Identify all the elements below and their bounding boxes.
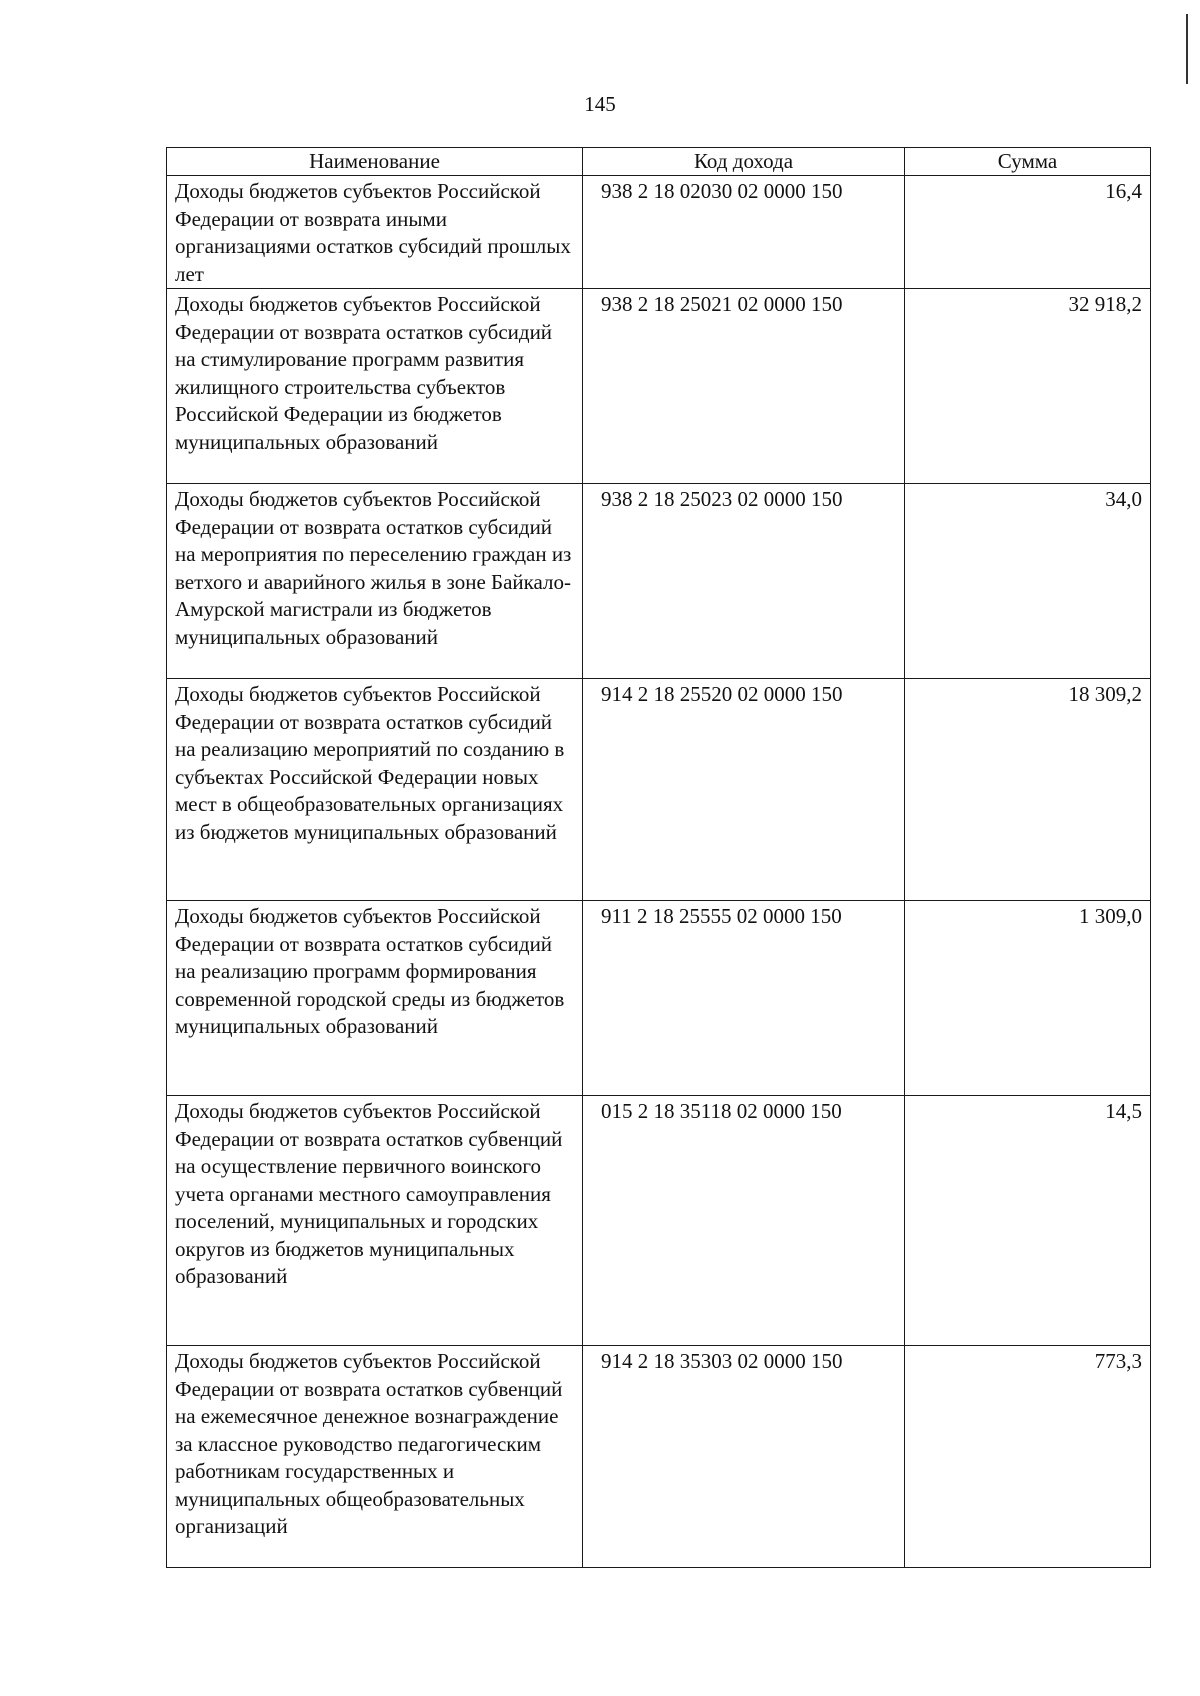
row-sum: 773,3	[905, 1346, 1151, 1568]
scan-edge-mark	[1186, 14, 1188, 84]
row-name: Доходы бюджетов субъектов Российской Федерации от возврата остатков субсидий на реализацию программ формирования современной городской среды из бюджетов муниципальных образований	[167, 901, 583, 1096]
row-code: 938 2 18 25023 02 0000 150	[583, 484, 905, 679]
table-row	[167, 901, 1151, 1096]
row-code: 914 2 18 35303 02 0000 150	[583, 1346, 905, 1568]
row-name: Доходы бюджетов субъектов Российской Федерации от возврата остатков субсидий на стимулирование программ развития жилищного строительства субъектов Российской Федерации из бюджетов муниципальных образований	[167, 289, 583, 484]
page-number: 145	[584, 92, 616, 116]
row-sum: 34,0	[905, 484, 1151, 679]
row-code: 938 2 18 02030 02 0000 150	[583, 176, 905, 289]
row-sum: 14,5	[905, 1096, 1151, 1346]
row-name: Доходы бюджетов субъектов Российской Федерации от возврата остатков субсидий на мероприятия по переселению граждан из ветхого и аварийного жилья в зоне Байкало-Амурской магистрали из бюджетов муниципальных образований	[167, 484, 583, 679]
table-row	[167, 484, 1151, 679]
row-sum: 1 309,0	[905, 901, 1151, 1096]
table-row	[167, 1096, 1151, 1346]
header-name: Наименование	[167, 148, 583, 176]
row-code: 015 2 18 35118 02 0000 150	[583, 1096, 905, 1346]
row-name: Доходы бюджетов субъектов Российской Федерации от возврата остатков субвенций на осуществление первичного воинского учета органами местного самоуправления поселений, муниципальных и городских округов из бюджетов муниципальных образований	[167, 1096, 583, 1346]
table-row	[167, 1346, 1151, 1568]
row-sum: 16,4	[905, 176, 1151, 289]
row-sum: 18 309,2	[905, 679, 1151, 901]
table-row	[167, 289, 1151, 484]
table-row	[167, 176, 1151, 289]
row-code: 914 2 18 25520 02 0000 150	[583, 679, 905, 901]
row-name: Доходы бюджетов субъектов Российской Федерации от возврата остатков субвенций на ежемесячное денежное вознаграждение за классное руководство педагогическим работникам государственных и муниципальных общеобразовательных организаций	[167, 1346, 583, 1568]
table-header-row	[167, 148, 1151, 176]
revenue-table	[166, 147, 1151, 1568]
row-code: 911 2 18 25555 02 0000 150	[583, 901, 905, 1096]
header-sum: Сумма	[905, 148, 1151, 176]
row-sum: 32 918,2	[905, 289, 1151, 484]
header-code: Код дохода	[583, 148, 905, 176]
row-code: 938 2 18 25021 02 0000 150	[583, 289, 905, 484]
table-row	[167, 679, 1151, 901]
row-name: Доходы бюджетов субъектов Российской Федерации от возврата иными организациями остатков субсидий прошлых лет	[167, 176, 583, 289]
row-name: Доходы бюджетов субъектов Российской Федерации от возврата остатков субсидий на реализацию мероприятий по созданию в субъектах Российской Федерации новых мест в общеобразовательных организациях из бюджетов муниципальных образований	[167, 679, 583, 901]
